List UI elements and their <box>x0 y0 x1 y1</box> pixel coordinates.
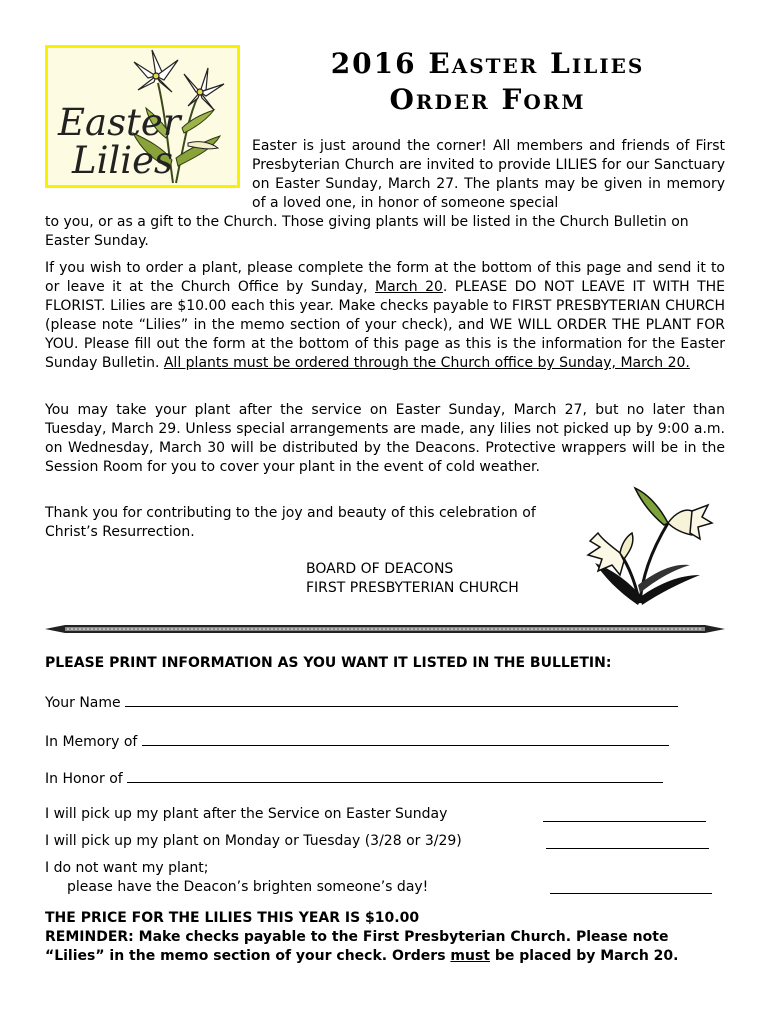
title-line2: Order Form <box>389 83 586 116</box>
order-instructions-paragraph <box>45 259 725 373</box>
intro-paragraph: Easter is just around the corner! All members and friends of First Presbyterian Church are invited to provide LILIES for our Sanctuary on Easter Sunday, March 27. The plants may be given in memory of a loved one, in honor of someone special <box>252 138 725 211</box>
in-honor-row <box>45 768 663 787</box>
pickup-weekday-field[interactable] <box>546 833 709 849</box>
price-line: THE PRICE FOR THE LILIES THIS YEAR IS $10.00 <box>45 910 420 926</box>
price-reminder-block <box>45 909 725 966</box>
no-plant-label-line1: I do not want my plant; <box>45 860 209 876</box>
no-plant-field[interactable] <box>550 878 712 894</box>
page-title <box>250 46 725 118</box>
order-instructions-part1: If you wish to order a plant, please complete the form at the bottom of this page and send it to or leave it at the Church Office by Sunday, <box>45 260 725 295</box>
your-name-label: Your Name <box>45 695 121 711</box>
lily-flower-icon <box>580 483 725 608</box>
thank-you-paragraph: Thank you for contributing to the joy and beauty of this celebration of Christ’s Resurrection. <box>45 505 536 540</box>
signature-line1: BOARD OF DEACONS <box>306 561 454 577</box>
pickup-sunday-field[interactable] <box>543 806 706 822</box>
signature-line2: FIRST PRESBYTERIAN CHURCH <box>306 580 519 596</box>
form-heading: PLEASE PRINT INFORMATION AS YOU WANT IT LISTED IN THE BULLETIN: <box>45 655 612 671</box>
section-divider <box>45 624 725 634</box>
order-deadline-sentence: All plants must be ordered through the Church office by Sunday, March 20. <box>163 355 690 371</box>
logo-text-line1: Easter <box>58 101 181 144</box>
in-memory-label: In Memory of <box>45 734 138 750</box>
order-instructions-part2: . PLEASE DO NOT LEAVE IT WITH THE FLORIST. Lilies are $10.00 each this year. Make checks payable to FIRST PRESBYTERIAN CHURCH (please note “Lilies” in the memo section of your check), and WE WILL ORDER THE PLANT FOR YOU. Please fill out the form at the bottom of this page as this is the information for the Easter Sunday Bulletin. <box>45 279 725 371</box>
title-line1: 2016 Easter Lilies <box>330 47 645 80</box>
in-memory-field[interactable] <box>142 731 669 746</box>
intro-paragraph-continuation: to you, or as a gift to the Church. Those giving plants will be listed in the Church Bulletin on Easter Sunday. <box>45 214 689 249</box>
in-honor-label: In Honor of <box>45 771 123 787</box>
reminder-must: must <box>450 948 490 964</box>
reminder-part1: REMINDER: Make checks payable to the First Presbyterian Church. Please note “Lilies” in the memo section of your check. Orders <box>45 929 669 964</box>
your-name-field[interactable] <box>125 692 678 707</box>
easter-lilies-logo <box>45 45 240 188</box>
in-honor-field[interactable] <box>127 768 663 783</box>
reminder-part2: be placed by March 20. <box>490 948 679 964</box>
pickup-sunday-label: I will pick up my plant after the Service on Easter Sunday <box>45 806 448 822</box>
pickup-instructions-paragraph: You may take your plant after the service on Easter Sunday, March 27, but no later than Tuesday, March 29. Unless special arrangements are made, any lilies not picked up by 9:00 a.m. on Wednesday, March 30 will be distributed by the Deacons. Protective wrappers will be in the Session Room for you to cover your plant in the event of cold weather. <box>45 402 725 475</box>
in-memory-row <box>45 731 669 750</box>
signature-block <box>306 560 519 598</box>
pickup-weekday-label: I will pick up my plant on Monday or Tuesday (3/28 or 3/29) <box>45 833 462 849</box>
no-plant-label-line2: please have the Deacon’s brighten someone’s day! <box>67 879 429 895</box>
order-deadline-date: March 20 <box>374 279 443 295</box>
your-name-row <box>45 692 678 711</box>
logo-text-line2: Lilies <box>72 139 173 182</box>
